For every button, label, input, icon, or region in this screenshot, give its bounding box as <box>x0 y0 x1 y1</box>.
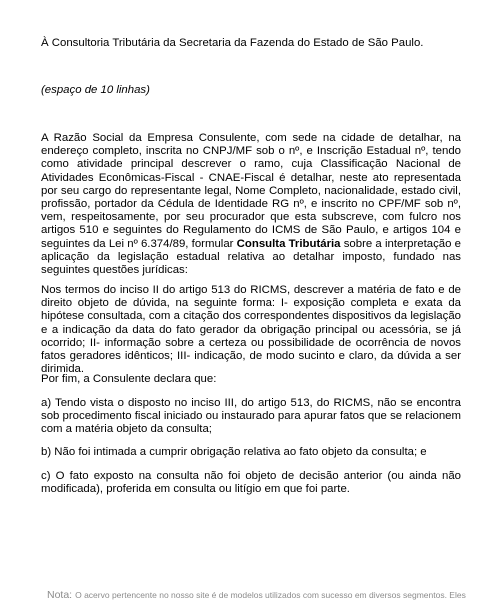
declaration-item-c: c) O fato exposto na consulta não foi objeto de decisão anterior (ou ainda não modificada), proferida em consulta ou litígio em que foi parte. <box>41 470 461 496</box>
paragraph-intro-start: A Razão Social da Empresa Consulente, com sede na cidade de detalhar, na endereço completo, inscrita no CNPJ/MF sob o nº, e Inscrição Estadual nº, tendo como atividade principal descrever o ramo, cuja Classificação Nacional de Atividades Econômicas-Fiscal - CNAE-Fiscal é detalhar, neste ato representada por seu cargo do representante legal, Nome Completo, nacionalidade, estado civil, profissão, portador da Cédula de Identidade RG nº, e inscrito no CPF/MF sob nº, vem, respeitosamente, por seu procurador que esta subscreve, com fulcro nos artigos 510 e seguintes do Regulamento do ICMS de São Paulo, e artigos 104 e seguintes da Lei nº 6.374/89, formular <box>41 132 461 250</box>
paragraph-intro <box>41 132 461 277</box>
footnote <box>47 590 500 600</box>
declaration-item-b: b) Não foi intimada a cumprir obrigação relativa ao fato objeto da consulta; e <box>41 446 427 458</box>
paragraph-matter: Nos termos do inciso II do artigo 513 do RICMS, descrever a matéria de fato e de direito objeto de dúvida, na seguinte forma: I- exposição completa e exata da hipótese consultada, com a citação dos correspondentes dispositivos da legislação e a indicação da data do fato gerador da obrigação principal ou acessória, se já ocorrido; II- informação sobre a certeza ou possibilidade de ocorrência de novos fatos geradores idênticos; III- indicação, de modo sucinto e claro, da dúvida a ser dirimida. <box>41 284 461 376</box>
footnote-label: Nota: <box>47 590 73 600</box>
declaration-item-a: a) Tendo vista o disposto no inciso III, do artigo 513, do RICMS, não se encontra sob procedimento fiscal iniciado ou instaurado para apurar fatos que se relacionem com a matéria objeto da consulta; <box>41 397 461 436</box>
addressee-line: À Consultoria Tributária da Secretaria da Fazenda do Estado de São Paulo. <box>41 37 424 49</box>
spacing-note: (espaço de 10 linhas) <box>41 84 150 96</box>
paragraph-declaration: Por fim, a Consulente declara que: <box>41 373 217 385</box>
footnote-text: O acervo pertencente no nosso site é de modelos utilizados com sucesso em diversos segmentos. Eles <box>75 590 466 600</box>
paragraph-intro-end: sobre a interpretação e aplicação da legislação estadual relativa ao detalhar imposto, fundado nas seguintes questões jurídicas: <box>41 237 461 277</box>
consulta-tributaria-emphasis: Consulta Tributária <box>236 237 341 250</box>
